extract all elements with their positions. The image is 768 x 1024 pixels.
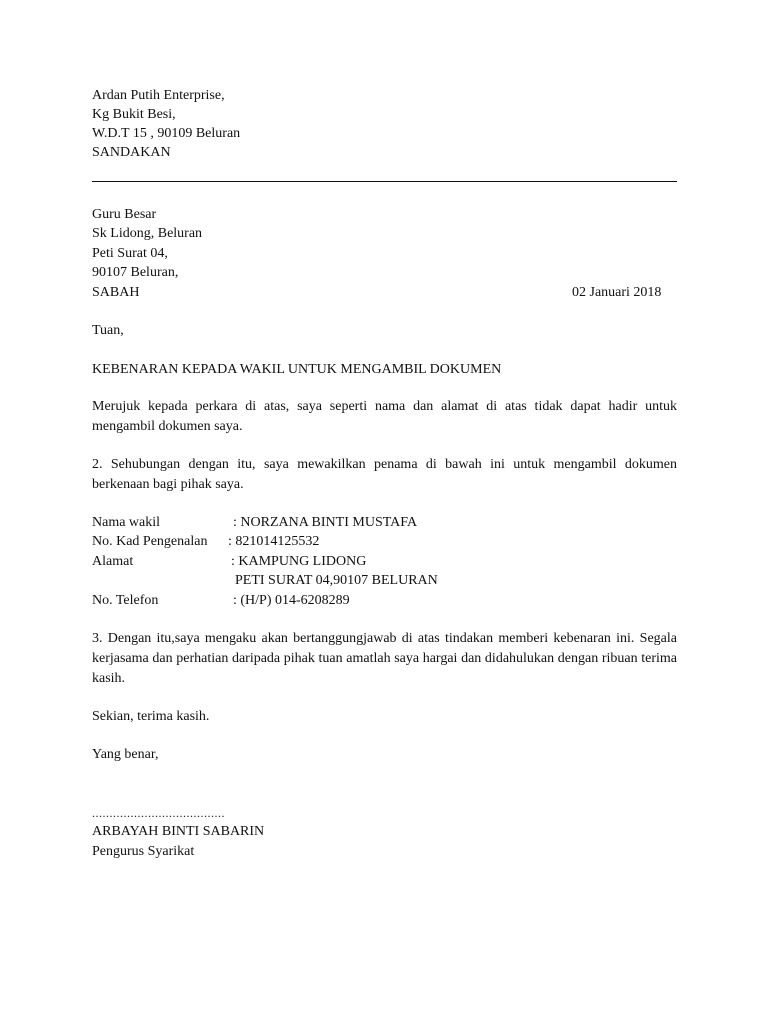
recipient-postcode: 90107 Beluran,: [92, 265, 179, 280]
signer-position: Pengurus Syarikat: [92, 844, 195, 859]
recipient-pobox: Peti Surat 04,: [92, 246, 168, 261]
paragraph-1: Merujuk kepada perkara di atas, saya seperti nama dan alamat di atas tidak dapat hadir untuk mengambil dokumen saya.: [92, 399, 677, 434]
sender-address-1: Kg Bukit Besi,: [92, 107, 176, 122]
letter-date: 02 Januari 2018: [572, 285, 662, 300]
rep-address-value-2: PETI SURAT 04,90107 BELURAN: [235, 573, 438, 588]
signoff-text: Yang benar,: [92, 747, 159, 762]
recipient-title: Guru Besar: [92, 207, 157, 222]
rep-ic-value: : 821014125532: [228, 534, 320, 549]
recipient-state: SABAH: [92, 285, 140, 300]
rep-ic-label: No. Kad Pengenalan: [92, 534, 208, 549]
rep-address-value-1: : KAMPUNG LIDONG: [231, 554, 367, 569]
sender-address-2: W.D.T 15 , 90109 Beluran: [92, 126, 241, 141]
letter-subject: KEBENARAN KEPADA WAKIL UNTUK MENGAMBIL DOKUMEN: [92, 362, 502, 377]
rep-phone-label: No. Telefon: [92, 593, 159, 608]
header-divider: [92, 181, 677, 182]
rep-name-label: Nama wakil: [92, 515, 161, 530]
paragraph-3: 3. Dengan itu,saya mengaku akan bertanggungjawab di atas tindakan memberi kebenaran ini. Segala kerjasama dan perhatian daripada pihak tuan amatlah saya hargai dan didahulukan dengan ribuan terima kasih.: [92, 631, 677, 686]
rep-name-value: : NORZANA BINTI MUSTAFA: [233, 515, 418, 530]
rep-phone-value: : (H/P) 014-6208289: [233, 593, 350, 608]
signer-name: ARBAYAH BINTI SABARIN: [92, 824, 265, 839]
recipient-school: Sk Lidong, Beluran: [92, 226, 203, 241]
signature-line: ......................................: [92, 806, 225, 820]
paragraph-2: 2. Sehubungan dengan itu, saya mewakilkan penama di bawah ini untuk mengambil dokumen berkenaan bagi pihak saya.: [92, 457, 677, 492]
closing-text: Sekian, terima kasih.: [92, 709, 210, 724]
sender-name: Ardan Putih Enterprise,: [92, 88, 225, 103]
salutation: Tuan,: [92, 323, 124, 338]
sender-city: SANDAKAN: [92, 145, 171, 160]
rep-address-label: Alamat: [92, 554, 134, 569]
